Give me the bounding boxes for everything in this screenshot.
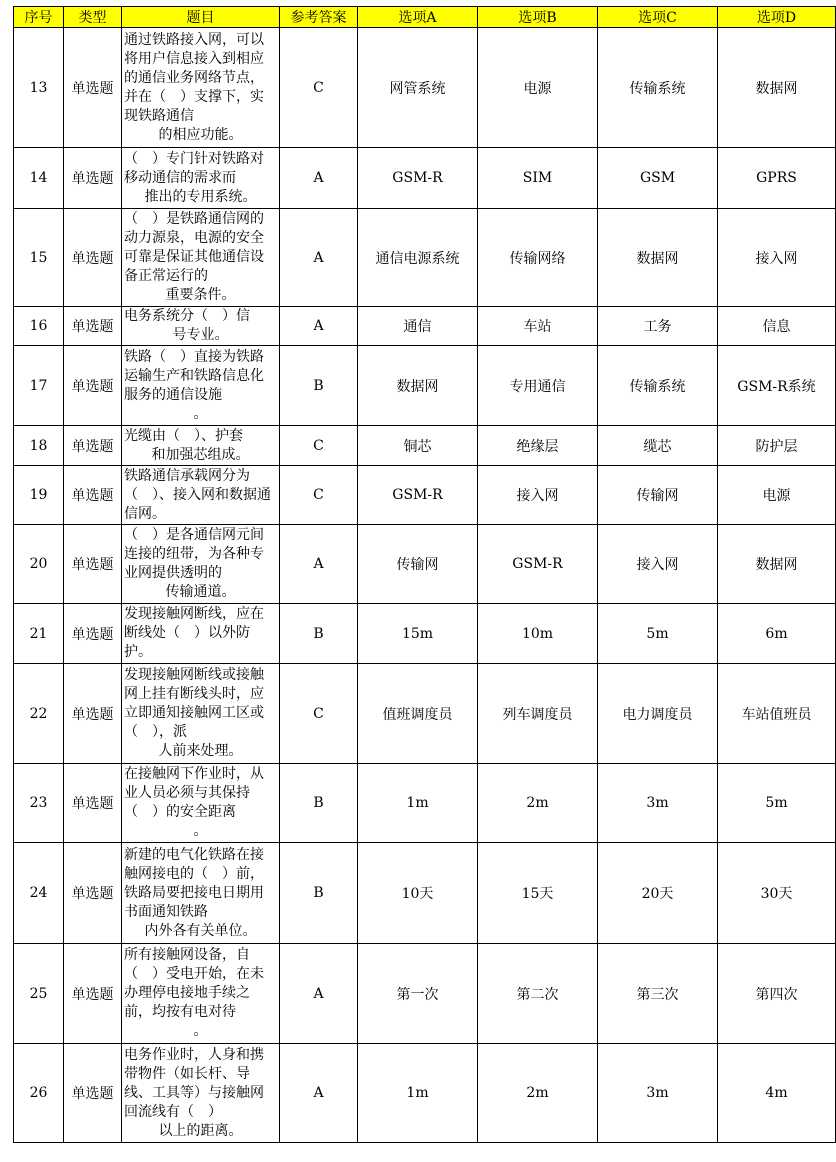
header-option-c: 选项C bbox=[598, 7, 718, 28]
header-row bbox=[14, 7, 836, 28]
option-d: 信息 bbox=[718, 307, 836, 346]
reference-answer: B bbox=[280, 346, 358, 426]
question-type: 单选题 bbox=[64, 604, 122, 664]
option-c: GSM bbox=[598, 148, 718, 209]
option-b: 10m bbox=[478, 604, 598, 664]
option-d: GSM-R系统 bbox=[718, 346, 836, 426]
question-body: 铁路通信承载网分为（ ）、接入网和数据通信网。 bbox=[124, 467, 271, 522]
option-d: 车站值班员 bbox=[718, 664, 836, 764]
reference-answer: C bbox=[280, 426, 358, 466]
question-tail: 。 bbox=[193, 405, 208, 422]
option-a: 15m bbox=[358, 604, 478, 664]
question-body: 铁路（ ）直接为铁路运输生产和铁路信息化服务的通信设施 bbox=[124, 348, 264, 403]
question-type: 单选题 bbox=[64, 28, 122, 148]
question-body: 通过铁路接入网，可以将用户信息接入到相应的通信业务网络节点，并在（ ）支撑下，实现铁路通信 bbox=[124, 31, 264, 124]
option-b: 专用通信 bbox=[478, 346, 598, 426]
option-d: 6m bbox=[718, 604, 836, 664]
option-c: 工务 bbox=[598, 307, 718, 346]
question-type: 单选题 bbox=[64, 209, 122, 307]
table-row bbox=[14, 307, 836, 346]
option-d: 30天 bbox=[718, 843, 836, 944]
table-row bbox=[14, 426, 836, 466]
question-type: 单选题 bbox=[64, 426, 122, 466]
question-body: 新建的电气化铁路在接触网接电的（ ）前，铁路局要把接电日期用书面通知铁路 bbox=[124, 846, 264, 920]
option-a: 1m bbox=[358, 1044, 478, 1143]
question-text bbox=[122, 307, 280, 346]
reference-answer: A bbox=[280, 307, 358, 346]
table-row bbox=[14, 209, 836, 307]
option-b: 车站 bbox=[478, 307, 598, 346]
row-number: 14 bbox=[14, 148, 64, 209]
row-number: 25 bbox=[14, 944, 64, 1044]
question-body: （ ）是铁路通信网的动力源泉，电源的安全可靠是保证其他通信设备正常运行的 bbox=[124, 211, 264, 284]
question-tail: 的相应功能。 bbox=[158, 126, 243, 143]
question-body: 电务系统分（ ）信 bbox=[124, 308, 250, 324]
option-c: 3m bbox=[598, 1044, 718, 1143]
option-c: 缆芯 bbox=[598, 426, 718, 466]
question-type: 单选题 bbox=[64, 307, 122, 346]
table-row bbox=[14, 346, 836, 426]
question-type: 单选题 bbox=[64, 466, 122, 525]
option-b: GSM-R bbox=[478, 525, 598, 604]
question-body: 在接触网下作业时，从业人员必须与其保持（ ）的安全距离 bbox=[124, 766, 264, 820]
table-row bbox=[14, 664, 836, 764]
table-row bbox=[14, 604, 836, 664]
question-body: 发现接触网断线，应在断线处（ ）以外防护。 bbox=[124, 606, 264, 660]
question-body: 光缆由（ ）、护套 bbox=[124, 427, 243, 444]
row-number: 18 bbox=[14, 426, 64, 466]
option-b: 15天 bbox=[478, 843, 598, 944]
option-c: 传输网 bbox=[598, 466, 718, 525]
table-row bbox=[14, 525, 836, 604]
question-text bbox=[122, 843, 280, 944]
header-num: 序号 bbox=[14, 7, 64, 28]
option-a: GSM-R bbox=[358, 466, 478, 525]
question-text bbox=[122, 346, 280, 426]
table-row bbox=[14, 148, 836, 209]
question-body: 所有接触网设备，自（ ）受电开始，在未办理停电接地手续之前，均按有电对待 bbox=[124, 947, 264, 1020]
row-number: 23 bbox=[14, 764, 64, 843]
option-b: 2m bbox=[478, 1044, 598, 1143]
question-type: 单选题 bbox=[64, 664, 122, 764]
option-b: 绝缘层 bbox=[478, 426, 598, 466]
row-number: 17 bbox=[14, 346, 64, 426]
option-c: 第三次 bbox=[598, 944, 718, 1044]
question-body: （ ）是各通信网元间连接的纽带，为各种专业网提供透明的 bbox=[124, 527, 264, 581]
row-number: 21 bbox=[14, 604, 64, 664]
question-tail: 。 bbox=[193, 1023, 208, 1039]
option-a: 1m bbox=[358, 764, 478, 843]
question-type: 单选题 bbox=[64, 525, 122, 604]
row-number: 19 bbox=[14, 466, 64, 525]
option-a: 数据网 bbox=[358, 346, 478, 426]
header-answer: 参考答案 bbox=[280, 7, 358, 28]
option-d: 接入网 bbox=[718, 209, 836, 307]
header-option-d: 选项D bbox=[718, 7, 836, 28]
table-row bbox=[14, 1044, 836, 1143]
option-a: 第一次 bbox=[358, 944, 478, 1044]
reference-answer: B bbox=[280, 764, 358, 843]
row-number: 20 bbox=[14, 525, 64, 604]
question-tail: 以上的距离。 bbox=[158, 1122, 243, 1139]
option-b: 第二次 bbox=[478, 944, 598, 1044]
option-c: 电力调度员 bbox=[598, 664, 718, 764]
question-tail: 人前来处理。 bbox=[158, 743, 243, 759]
option-a: 值班调度员 bbox=[358, 664, 478, 764]
option-d: 数据网 bbox=[718, 525, 836, 604]
question-type: 单选题 bbox=[64, 764, 122, 843]
option-d: 防护层 bbox=[718, 426, 836, 466]
option-a: 10天 bbox=[358, 843, 478, 944]
question-text bbox=[122, 1044, 280, 1143]
question-type: 单选题 bbox=[64, 944, 122, 1044]
option-b: 2m bbox=[478, 764, 598, 843]
option-a: 通信电源系统 bbox=[358, 209, 478, 307]
reference-answer: B bbox=[280, 843, 358, 944]
reference-answer: C bbox=[280, 466, 358, 525]
option-d: GPRS bbox=[718, 148, 836, 209]
option-c: 5m bbox=[598, 604, 718, 664]
option-a: 铜芯 bbox=[358, 426, 478, 466]
table-row bbox=[14, 28, 836, 148]
option-d: 第四次 bbox=[718, 944, 836, 1044]
question-text bbox=[122, 426, 280, 466]
row-number: 15 bbox=[14, 209, 64, 307]
header-option-a: 选项A bbox=[358, 7, 478, 28]
row-number: 22 bbox=[14, 664, 64, 764]
option-b: 接入网 bbox=[478, 466, 598, 525]
option-b: SIM bbox=[478, 148, 598, 209]
table-row bbox=[14, 466, 836, 525]
option-b: 电源 bbox=[478, 28, 598, 148]
question-body: 发现接触网断线或接触网上挂有断线头时，应立即通知接触网工区或（ ），派 bbox=[124, 667, 264, 740]
question-text bbox=[122, 764, 280, 843]
header-question: 题目 bbox=[122, 7, 280, 28]
reference-answer: A bbox=[280, 148, 358, 209]
question-body: 电务作业时，人身和携带物件（如长杆、导线、工具等）与接触网回流线有（ ） bbox=[124, 1046, 264, 1120]
table-row bbox=[14, 764, 836, 843]
question-tail: 和加强芯组成。 bbox=[151, 446, 250, 463]
option-d: 4m bbox=[718, 1044, 836, 1143]
option-d: 数据网 bbox=[718, 28, 836, 148]
question-tail: 。 bbox=[193, 823, 208, 839]
option-c: 3m bbox=[598, 764, 718, 843]
row-number: 24 bbox=[14, 843, 64, 944]
option-a: 传输网 bbox=[358, 525, 478, 604]
question-tail: 推出的专用系统。 bbox=[144, 188, 257, 205]
option-b: 传输网络 bbox=[478, 209, 598, 307]
question-text bbox=[122, 944, 280, 1044]
option-a: 通信 bbox=[358, 307, 478, 346]
option-c: 传输系统 bbox=[598, 346, 718, 426]
reference-answer: B bbox=[280, 604, 358, 664]
header-type: 类型 bbox=[64, 7, 122, 28]
question-text bbox=[122, 664, 280, 764]
option-b: 列车调度员 bbox=[478, 664, 598, 764]
option-d: 5m bbox=[718, 764, 836, 843]
question-text bbox=[122, 148, 280, 209]
question-type: 单选题 bbox=[64, 148, 122, 209]
header-option-b: 选项B bbox=[478, 7, 598, 28]
question-text bbox=[122, 525, 280, 604]
option-a: 网管系统 bbox=[358, 28, 478, 148]
question-type: 单选题 bbox=[64, 1044, 122, 1143]
question-text bbox=[122, 604, 280, 664]
reference-answer: A bbox=[280, 1044, 358, 1143]
question-tail: 传输通道。 bbox=[165, 584, 236, 600]
row-number: 16 bbox=[14, 307, 64, 346]
reference-answer: C bbox=[280, 664, 358, 764]
question-table bbox=[13, 6, 836, 1143]
option-c: 传输系统 bbox=[598, 28, 718, 148]
table-row bbox=[14, 944, 836, 1044]
reference-answer: A bbox=[280, 209, 358, 307]
reference-answer: A bbox=[280, 525, 358, 604]
option-c: 数据网 bbox=[598, 209, 718, 307]
question-type: 单选题 bbox=[64, 843, 122, 944]
option-c: 20天 bbox=[598, 843, 718, 944]
question-type: 单选题 bbox=[64, 346, 122, 426]
row-number: 26 bbox=[14, 1044, 64, 1143]
table-row bbox=[14, 843, 836, 944]
question-tail: 重要条件。 bbox=[165, 287, 236, 303]
reference-answer: C bbox=[280, 28, 358, 148]
reference-answer: A bbox=[280, 944, 358, 1044]
question-tail: 内外各有关单位。 bbox=[144, 922, 257, 939]
option-d: 电源 bbox=[718, 466, 836, 525]
option-a: GSM-R bbox=[358, 148, 478, 209]
question-text bbox=[122, 466, 280, 525]
option-c: 接入网 bbox=[598, 525, 718, 604]
question-tail: 号专业。 bbox=[172, 327, 229, 343]
question-body: （ ）专门针对铁路对移动通信的需求而 bbox=[124, 150, 264, 186]
question-text bbox=[122, 28, 280, 148]
question-text bbox=[122, 209, 280, 307]
row-number: 13 bbox=[14, 28, 64, 148]
